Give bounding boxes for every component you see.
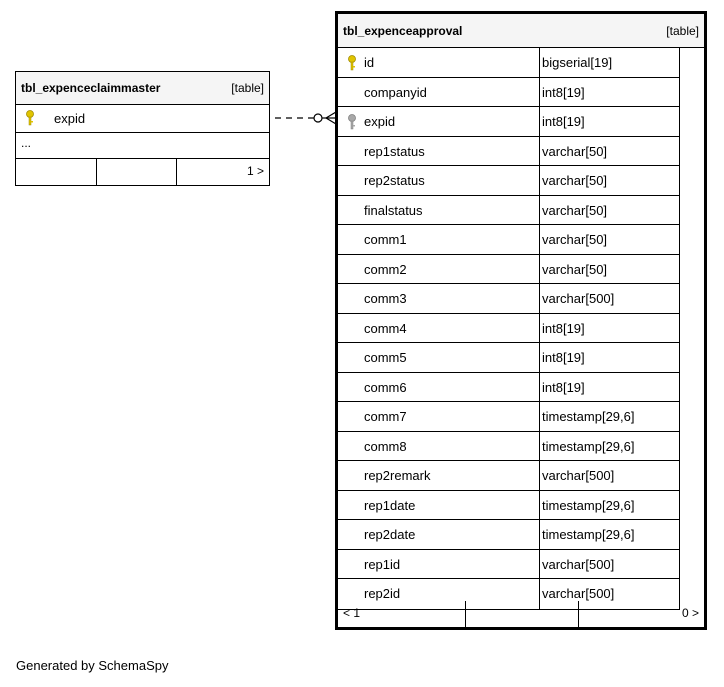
table-row[interactable] xyxy=(338,48,679,78)
column-divider xyxy=(539,78,540,107)
ellipsis: ... xyxy=(21,136,32,150)
table-row[interactable] xyxy=(338,284,679,314)
column-divider xyxy=(539,196,540,225)
columns-list xyxy=(338,48,680,610)
column-type: varchar[500] xyxy=(542,586,615,601)
footer-children-count[interactable]: 0 > xyxy=(681,606,699,620)
column-name: comm5 xyxy=(364,350,407,365)
table-row[interactable] xyxy=(338,166,679,196)
table-tbl-expenceclaimmaster[interactable] xyxy=(15,71,270,186)
column-name: expid xyxy=(364,114,396,129)
table-header xyxy=(16,72,269,105)
column-name: comm4 xyxy=(364,320,407,336)
table-row[interactable] xyxy=(338,196,679,226)
table-row[interactable] xyxy=(338,491,679,521)
foreign-key-icon xyxy=(347,114,357,130)
column-name: rep1id xyxy=(364,556,401,572)
column-type: varchar[500] xyxy=(542,556,615,572)
table-row[interactable] xyxy=(16,105,269,133)
column-divider xyxy=(539,225,540,254)
ellipsis-row xyxy=(16,133,269,159)
column-divider xyxy=(539,48,540,77)
table-row[interactable] xyxy=(338,402,679,432)
column-divider xyxy=(539,550,540,579)
table-tbl-expenceapproval[interactable] xyxy=(335,11,707,630)
column-type: int8[19] xyxy=(542,114,585,129)
column-name: comm6 xyxy=(364,379,407,395)
column-type: timestamp[29,6] xyxy=(542,497,635,513)
table-row[interactable] xyxy=(338,107,679,137)
column-name: rep1status xyxy=(364,143,425,159)
column-name: companyid xyxy=(364,84,427,100)
table-row[interactable] xyxy=(338,255,679,285)
column-type: varchar[50] xyxy=(542,202,608,218)
zero-optional-marker xyxy=(314,114,322,122)
column-type: int8[19] xyxy=(542,84,585,100)
column-name: rep1date xyxy=(364,497,416,513)
table-row[interactable] xyxy=(338,225,679,255)
column-type: timestamp[29,6] xyxy=(542,527,635,542)
table-footer xyxy=(16,159,269,185)
column-type: bigserial[19] xyxy=(542,55,613,70)
generated-by-note: Generated by SchemaSpy xyxy=(16,658,169,673)
column-divider xyxy=(539,432,540,461)
column-type: varchar[50] xyxy=(542,261,608,277)
footer-middle xyxy=(466,601,579,627)
column-type: int8[19] xyxy=(542,350,585,365)
column-divider xyxy=(539,343,540,372)
column-divider xyxy=(539,107,540,136)
column-name: rep2remark xyxy=(364,468,431,483)
column-divider xyxy=(539,314,540,343)
column-type: int8[19] xyxy=(542,320,585,336)
table-row[interactable] xyxy=(338,78,679,108)
column-name: comm2 xyxy=(364,261,407,277)
column-name: id xyxy=(364,55,375,70)
column-name: comm7 xyxy=(364,409,407,424)
column-name: rep2id xyxy=(364,586,401,601)
table-row[interactable] xyxy=(338,550,679,580)
column-divider xyxy=(539,137,540,166)
column-name: comm3 xyxy=(364,291,407,306)
table-row[interactable] xyxy=(338,137,679,167)
primary-key-icon xyxy=(25,110,35,126)
table-row[interactable] xyxy=(338,461,679,491)
table-name: tbl_expenceclaimmaster xyxy=(21,81,161,95)
column-name: rep2status xyxy=(364,173,425,188)
column-divider xyxy=(539,461,540,490)
column-name: expid xyxy=(54,111,86,126)
column-type: varchar[500] xyxy=(542,291,615,306)
column-type: varchar[500] xyxy=(542,468,615,483)
footer-parents-count[interactable]: < 1 xyxy=(338,601,466,627)
table-row[interactable] xyxy=(338,432,679,462)
column-name: comm8 xyxy=(364,438,407,454)
table-header xyxy=(338,14,704,48)
table-kind: [table] xyxy=(231,81,264,95)
relationship-connector xyxy=(270,108,340,128)
column-type: timestamp[29,6] xyxy=(542,438,635,454)
column-divider xyxy=(539,255,540,284)
footer-children-count[interactable]: 1 > xyxy=(246,164,264,178)
column-type: timestamp[29,6] xyxy=(542,409,635,424)
table-row[interactable] xyxy=(338,343,679,373)
footer-left xyxy=(16,159,97,185)
table-row[interactable] xyxy=(338,520,679,550)
table-row[interactable] xyxy=(338,373,679,403)
table-name: tbl_expenceapproval xyxy=(343,23,463,38)
table-kind: [table] xyxy=(666,23,699,38)
primary-key-icon xyxy=(347,55,357,71)
column-name: comm1 xyxy=(364,232,407,247)
column-name: rep2date xyxy=(364,527,416,542)
table-footer xyxy=(338,601,704,627)
column-divider xyxy=(539,284,540,313)
column-divider xyxy=(539,166,540,195)
column-divider xyxy=(539,373,540,402)
table-row[interactable] xyxy=(338,314,679,344)
footer-middle xyxy=(97,159,177,185)
column-type: varchar[50] xyxy=(542,143,608,159)
column-type: varchar[50] xyxy=(542,173,608,188)
column-divider xyxy=(539,402,540,431)
column-divider xyxy=(539,520,540,549)
column-type: int8[19] xyxy=(542,379,585,395)
column-name: finalstatus xyxy=(364,202,423,218)
column-type: varchar[50] xyxy=(542,232,608,247)
column-divider xyxy=(539,491,540,520)
